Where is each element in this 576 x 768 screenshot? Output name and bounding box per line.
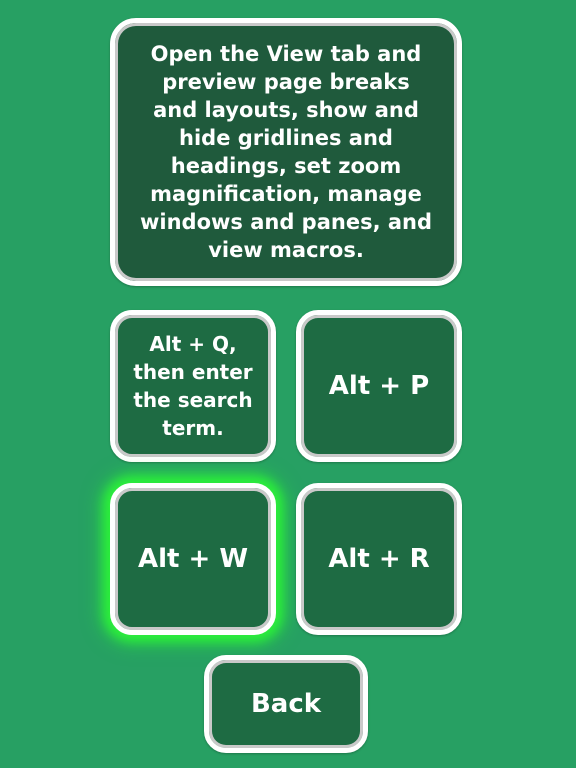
answer-option-2[interactable] bbox=[296, 310, 462, 462]
back-button[interactable] bbox=[204, 655, 368, 753]
back-button-label: Back bbox=[250, 689, 322, 719]
answer-option-1[interactable] bbox=[110, 310, 276, 462]
answer-option-label: Alt + R bbox=[328, 544, 430, 574]
question-card bbox=[110, 18, 462, 286]
answer-option-4[interactable] bbox=[296, 483, 462, 635]
question-text: Open the View tab and preview page breaks and layouts, show and hide gridlines and headings, set zoom magnification, manage windows and panes, and view macros. bbox=[139, 42, 433, 262]
answer-option-label: Alt + P bbox=[328, 371, 430, 401]
answer-option-label: Alt + Q, then enter the search term. bbox=[133, 332, 253, 440]
answer-option-label: Alt + W bbox=[137, 544, 249, 574]
answer-option-3-selected[interactable] bbox=[110, 483, 276, 635]
